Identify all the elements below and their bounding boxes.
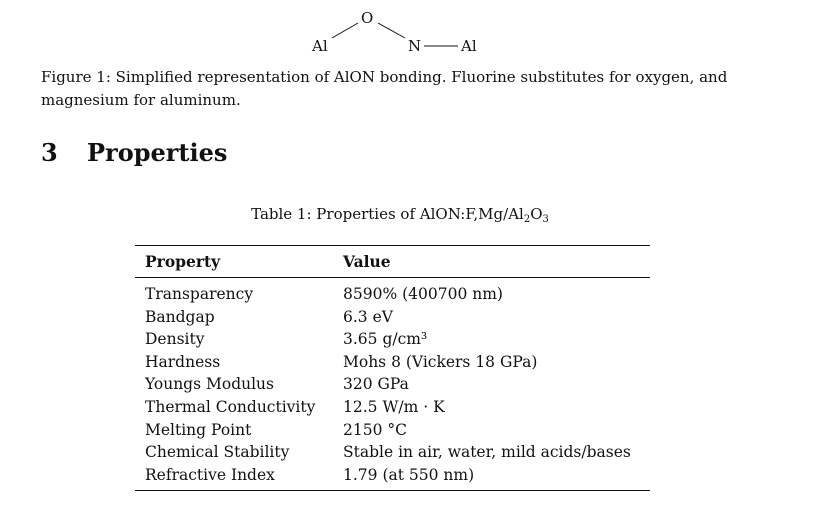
table-row — [135, 328, 650, 351]
cell-property: Hardness — [145, 352, 221, 371]
table-row — [135, 441, 650, 464]
section-title: Properties — [87, 138, 228, 167]
cell-property: Melting Point — [145, 420, 252, 439]
table-row — [135, 396, 650, 419]
table-row — [135, 419, 650, 442]
bond-al-o — [332, 23, 358, 38]
cell-value: 320 GPa — [343, 375, 409, 394]
table-header-row — [135, 246, 650, 277]
cell-value: 8590% (400700 nm) — [343, 285, 503, 303]
cell-value: 12.5 W/m · K — [343, 397, 445, 416]
table-caption — [0, 205, 800, 225]
section-number: 3 — [41, 138, 58, 167]
cell-value: 3.65 g/cm³ — [343, 330, 428, 349]
figure-caption: Figure 1: Simplified representation of AlON bonding. Fluorine substitutes for oxygen, and magnesium for aluminum. — [41, 68, 728, 109]
aloN-bonding-diagram — [0, 0, 825, 62]
section-heading — [41, 138, 227, 167]
cell-property: Thermal Conductivity — [145, 397, 316, 416]
atom-al-right: Al — [461, 37, 477, 55]
atom-nitrogen: N — [408, 37, 422, 55]
table-caption-subscript: 2 — [523, 214, 531, 225]
cell-value: Mohs 8 (Vickers 18 GPa) — [343, 352, 538, 371]
table-row — [135, 306, 650, 329]
table-row — [135, 464, 650, 487]
cell-property: Density — [145, 330, 205, 349]
table-row — [135, 373, 650, 396]
properties-table — [135, 245, 650, 491]
table-bottom-rule — [135, 490, 650, 491]
table-caption-subscript: 3 — [542, 214, 549, 225]
header-value: Value — [343, 252, 391, 271]
atom-oxygen: O — [361, 9, 374, 27]
cell-property: Transparency — [145, 285, 254, 303]
cell-property: Refractive Index — [145, 465, 275, 484]
header-property: Property — [145, 252, 221, 271]
table-caption-text: Table 1: Properties of AlON:F,Mg/Al — [251, 205, 524, 223]
cell-value: 2150 °C — [343, 420, 407, 439]
cell-property: Bandgap — [145, 307, 215, 326]
cell-value: Stable in air, water, mild acids/bases — [343, 443, 631, 462]
cell-property: Chemical Stability — [145, 443, 290, 462]
cell-value: 1.79 (at 550 nm) — [343, 465, 475, 484]
cell-value: 6.3 eV — [343, 307, 393, 326]
bond-o-n — [378, 23, 405, 38]
atom-al-left: Al — [312, 37, 328, 55]
table-caption-text-mid: O — [530, 205, 543, 223]
table-row — [135, 351, 650, 374]
cell-property: Youngs Modulus — [145, 375, 274, 394]
table-row — [135, 283, 650, 306]
table-body — [135, 283, 650, 486]
